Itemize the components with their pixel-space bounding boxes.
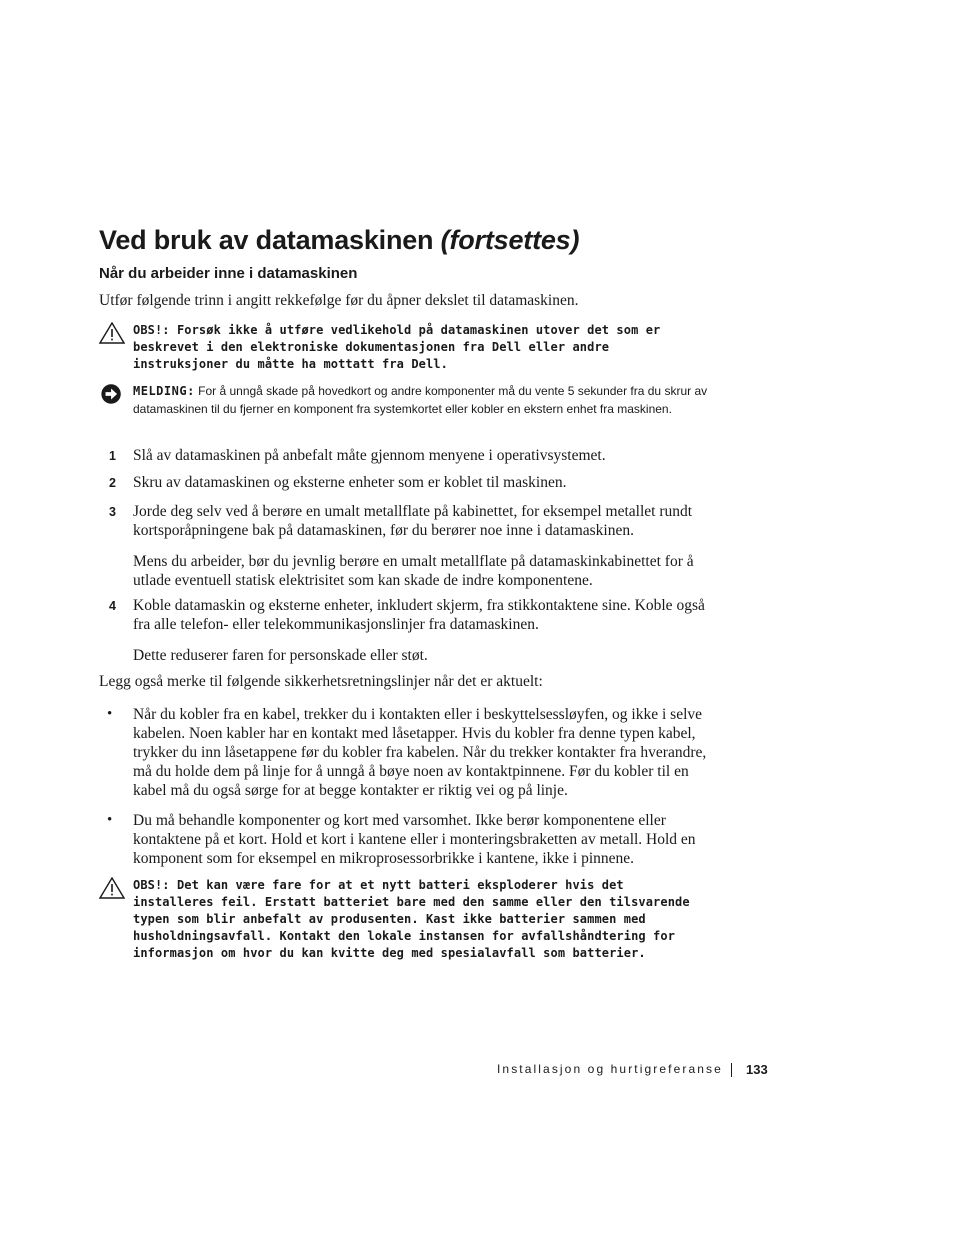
section-heading: Når du arbeider inne i datamaskinen	[99, 265, 358, 282]
step-3	[99, 502, 711, 540]
step-text: Jorde deg selv ved å berøre en umalt metallflate på kabinettet, for eksempel metallet rundt kortsporåpningene bak på datamaskinen, før du berører noe inne i datamaskinen.	[133, 503, 693, 539]
step-text: Slå av datamaskinen på anbefalt måte gjennom menyene i operativsystemet.	[133, 447, 606, 464]
melding-body: For å unngå skade på hovedkort og andre komponenter må du vente 5 sekunder fra du skrur av datamaskinen til du fjerner en komponent fra systemkortet eller kobler en ekstern enhet fra maskinen.	[133, 384, 708, 416]
warning-triangle-icon	[99, 322, 125, 344]
step-4-followup: Dette reduserer faren for personskade eller støt.	[133, 647, 428, 664]
caution-text: OBS!: Forsøk ikke å utføre vedlikehold på datamaskinen utover det som er beskrevet i den elektroniske dokumentasjonen fra Dell eller andre instruksjoner du måtte ha mottatt fra Dell.	[133, 323, 661, 371]
step-number: 4	[109, 599, 116, 613]
step-number: 1	[109, 449, 116, 463]
page-title-main: Ved bruk av datamaskinen	[99, 225, 434, 255]
caution-text: OBS!: Det kan være fare for at et nytt batteri eksploderer hvis det installeres feil. Erstatt batteriet bare med den samme eller den tilsvarende typen som blir anbefalt av produsenten. Kast ikke batterier sammen med husholdningsavfall. Kontakt den lokale instansen for avfallshåndtering for informasjon om hvor du kan kvitte deg med spesialavfall som batterier.	[133, 878, 690, 960]
caution-notice	[99, 322, 711, 373]
step-2	[99, 473, 711, 492]
guidelines-intro: Legg også merke til følgende sikkerhetsretningslinjer når det er aktuelt:	[99, 673, 543, 690]
melding-notice	[99, 383, 711, 418]
step-4	[99, 596, 711, 634]
bullet-item	[99, 811, 711, 868]
melding-text	[133, 383, 711, 418]
intro-paragraph: Utfør følgende trinn i angitt rekkefølge før du åpner dekslet til datamaskinen.	[99, 292, 579, 309]
arrow-circle-icon	[100, 383, 124, 405]
bullet-item	[99, 705, 711, 800]
step-3-followup: Mens du arbeider, bør du jevnlig berøre en umalt metallflate på datamaskinkabinettet for å utlade eventuell statisk elektrisitet som kan skade de indre komponentene.	[133, 553, 694, 589]
footer-divider	[731, 1063, 732, 1077]
step-number: 3	[109, 505, 116, 519]
page-title-continued: (fortsettes)	[440, 225, 580, 255]
page-number: 133	[746, 1062, 768, 1077]
footer-label: Installasjon og hurtigreferanse	[497, 1062, 723, 1076]
step-text: Koble datamaskin og eksterne enheter, inkludert skjerm, fra stikkontaktene sine. Koble også fra alle telefon- eller telekommunikasjonslinjer fra datamaskinen.	[133, 597, 705, 633]
bullet-symbol: •	[107, 812, 113, 828]
page-title	[99, 222, 579, 258]
bullet-symbol: •	[107, 706, 113, 722]
bullet-text: Når du kobler fra en kabel, trekker du i kontakten eller i beskyttelsessløyfen, og ikke i selve kabelen. Noen kabler har en kontakt med låsetapper. Hvis du kobler fra denne typen kabel, trykker du inn låsetappene før du kobler fra kabelen. Når du trekker kontakter fra hverandre, må du holde dem på linje for å unngå å bøye noen av kontaktpinnene. Før du kobler til en kabel må du også sørge for at begge kontakter er riktig vei og på linje.	[133, 706, 707, 799]
step-number: 2	[109, 476, 116, 490]
melding-label: MELDING:	[133, 384, 195, 398]
step-1	[99, 446, 711, 465]
warning-triangle-icon	[99, 877, 125, 899]
caution-notice	[99, 877, 711, 962]
bullet-text: Du må behandle komponenter og kort med varsomhet. Ikke berør komponentene eller kontaktene på et kort. Hold et kort i kantene eller i monteringsbraketten av metall. Hold en komponent som for eksempel en mikroprosessorbrikke i kantene, ikke i pinnene.	[133, 812, 696, 867]
step-text: Skru av datamaskinen og eksterne enheter som er koblet til maskinen.	[133, 474, 567, 491]
